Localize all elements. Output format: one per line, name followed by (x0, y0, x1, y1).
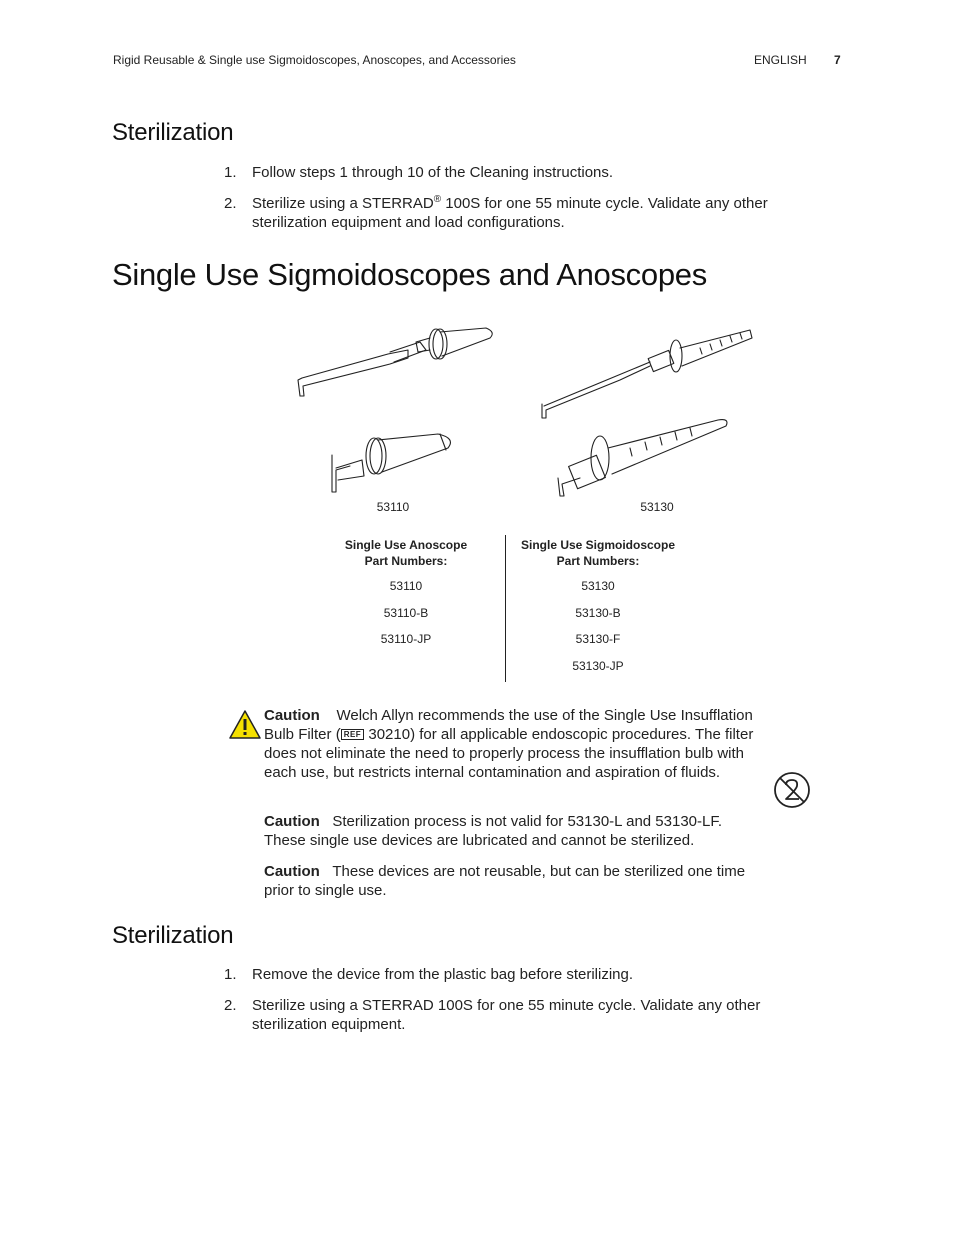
part-number: 53110 (389, 579, 423, 593)
anoscope-illustration (298, 328, 492, 396)
section-heading-sterilization: Sterilization (112, 119, 234, 146)
part-number: 53130-B (575, 606, 621, 620)
main-heading: Single Use Sigmoidoscopes and Anoscopes (112, 257, 707, 292)
caution-text: Welch Allyn recommends the use of the Single Use Insufflation Bulb Filter ( (264, 707, 753, 743)
caution-label: Caution (264, 863, 320, 880)
registered-mark: ® (433, 194, 442, 205)
part-number: 53130-JP (572, 659, 624, 673)
step-number: 1. (224, 966, 237, 983)
part-number: 53110-JP (380, 632, 432, 646)
part-number: 53130-F (575, 632, 621, 646)
caution-text: 30210) for all applicable endoscopic procedures. The filter does not eliminate the need to properly process the insufflation bulb with each use, but restricts internal contamination and aspiration of fluids. (264, 726, 754, 781)
step-text: Sterilize using a STERRAD 100S for one 55 minute cycle. Validate any other sterilization equipment. (252, 997, 761, 1033)
anoscope-part-numbers (330, 537, 482, 687)
part-number: 53130 (581, 579, 615, 593)
ref-symbol-icon: REF (341, 729, 365, 740)
warning-triangle-icon (228, 709, 262, 741)
caution-filter (264, 706, 764, 782)
column-heading: Part Numbers: (364, 554, 448, 568)
section-heading-sterilization: Sterilization (112, 922, 234, 949)
column-heading: Single Use Sigmoidoscope (520, 538, 676, 552)
sigmoidoscope-part-numbers (512, 537, 684, 687)
column-divider (505, 535, 506, 682)
figure-caption-anoscope: 53110 (376, 500, 410, 514)
caution-label: Caution (264, 707, 320, 724)
sigmoidoscope-illustration (542, 330, 752, 418)
step-text: Remove the device from the plastic bag before sterilizing. (252, 966, 634, 983)
caution-text: Sterilization process is not valid for 53130-L and 53130-LF. These single use devices are lubricated and cannot be sterilized. (264, 813, 723, 849)
caution-not-reusable (264, 862, 764, 900)
step-number: 2. (224, 195, 237, 212)
device-illustrations (290, 320, 770, 505)
anoscope-illustration (332, 434, 450, 492)
step-text: Follow steps 1 through 10 of the Cleaning instructions. (252, 164, 614, 181)
step-text (252, 194, 802, 232)
page-number: 7 (834, 53, 841, 67)
sigmoidoscope-illustration (558, 420, 727, 496)
caution-lubricated (264, 812, 764, 850)
step-number: 1. (224, 164, 237, 181)
step-text-part: Sterilize using a STERRAD (252, 195, 434, 212)
running-header-language: ENGLISH (754, 53, 807, 67)
caution-text: These devices are not reusable, but can be sterilized one time prior to single use. (264, 863, 746, 899)
column-heading: Part Numbers: (556, 554, 640, 568)
step-number: 2. (224, 997, 237, 1014)
step-text-part: 100S for one 55 minute cycle. Validate any other sterilization equipment and load configurations. (252, 195, 768, 231)
part-number: 53110-B (383, 606, 429, 620)
caution-label: Caution (264, 813, 320, 830)
figure-caption-sigmoidoscope: 53130 (640, 500, 674, 514)
running-header-title: Rigid Reusable & Single use Sigmoidoscopes, Anoscopes, and Accessories (113, 53, 516, 67)
do-not-reuse-icon (772, 771, 812, 809)
column-heading: Single Use Anoscope (344, 538, 468, 552)
